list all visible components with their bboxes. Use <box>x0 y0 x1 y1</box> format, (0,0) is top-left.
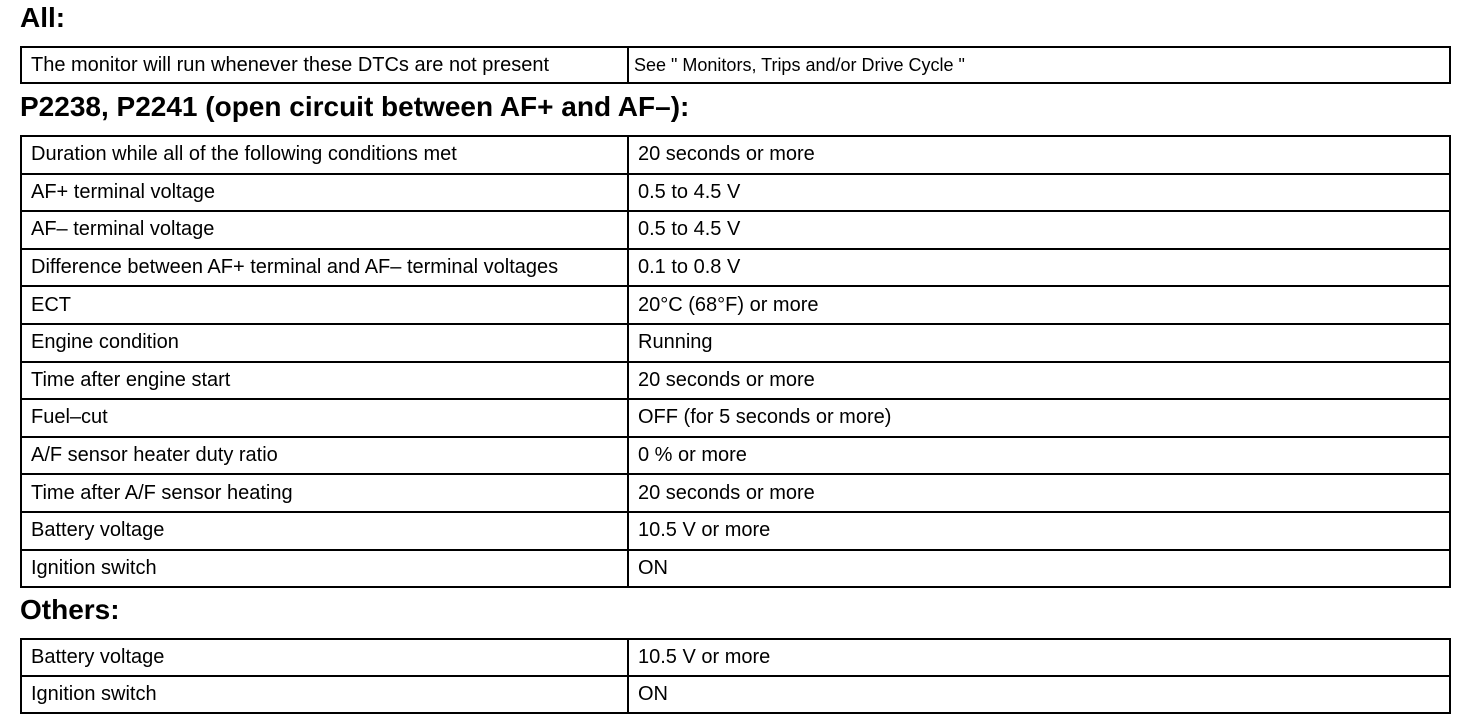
table-row <box>21 550 1450 588</box>
table-row <box>21 676 1450 713</box>
condition-cell: AF– terminal voltage <box>21 211 628 249</box>
table-row <box>21 136 1450 174</box>
condition-cell: Battery voltage <box>21 639 628 676</box>
value-cell: 20 seconds or more <box>628 136 1450 174</box>
table-row <box>21 324 1450 362</box>
section-heading-all: All: <box>20 2 66 33</box>
p2238-p2241-conditions-table <box>20 135 1451 588</box>
condition-cell: Ignition switch <box>21 676 628 713</box>
condition-cell: Time after A/F sensor heating <box>21 474 628 512</box>
value-cell: ON <box>628 550 1450 588</box>
table-row <box>21 639 1450 676</box>
value-cell: See " Monitors, Trips and/or Drive Cycle " <box>628 47 1450 83</box>
section-heading-p2238-p2241: P2238, P2241 (open circuit between AF+ and AF–): <box>20 91 690 122</box>
condition-cell: A/F sensor heater duty ratio <box>21 437 628 475</box>
others-conditions-table <box>20 638 1451 714</box>
condition-cell: Time after engine start <box>21 362 628 400</box>
value-cell: 0.5 to 4.5 V <box>628 174 1450 212</box>
table-row <box>21 512 1450 550</box>
condition-cell: AF+ terminal voltage <box>21 174 628 212</box>
table-row <box>21 286 1450 324</box>
value-cell: ON <box>628 676 1450 713</box>
all-conditions-table <box>20 46 1451 84</box>
value-cell: 0.5 to 4.5 V <box>628 211 1450 249</box>
value-cell: 10.5 V or more <box>628 639 1450 676</box>
table-row <box>21 399 1450 437</box>
value-cell: Running <box>628 324 1450 362</box>
value-cell: 20 seconds or more <box>628 362 1450 400</box>
condition-cell: Ignition switch <box>21 550 628 588</box>
condition-cell: Duration while all of the following conditions met <box>21 136 628 174</box>
value-cell: 20 seconds or more <box>628 474 1450 512</box>
condition-cell: Fuel–cut <box>21 399 628 437</box>
value-cell: OFF (for 5 seconds or more) <box>628 399 1450 437</box>
section-heading-others: Others: <box>20 594 120 625</box>
value-cell: 20°C (68°F) or more <box>628 286 1450 324</box>
condition-cell: ECT <box>21 286 628 324</box>
value-cell: 10.5 V or more <box>628 512 1450 550</box>
table-row <box>21 47 1450 83</box>
value-cell: 0 % or more <box>628 437 1450 475</box>
table-row <box>21 474 1450 512</box>
table-row <box>21 174 1450 212</box>
value-cell: 0.1 to 0.8 V <box>628 249 1450 287</box>
condition-cell: The monitor will run whenever these DTCs are not present <box>21 47 628 83</box>
condition-cell: Battery voltage <box>21 512 628 550</box>
table-row <box>21 437 1450 475</box>
table-row <box>21 211 1450 249</box>
table-row <box>21 249 1450 287</box>
condition-cell: Engine condition <box>21 324 628 362</box>
condition-cell: Difference between AF+ terminal and AF– terminal voltages <box>21 249 628 287</box>
table-row <box>21 362 1450 400</box>
